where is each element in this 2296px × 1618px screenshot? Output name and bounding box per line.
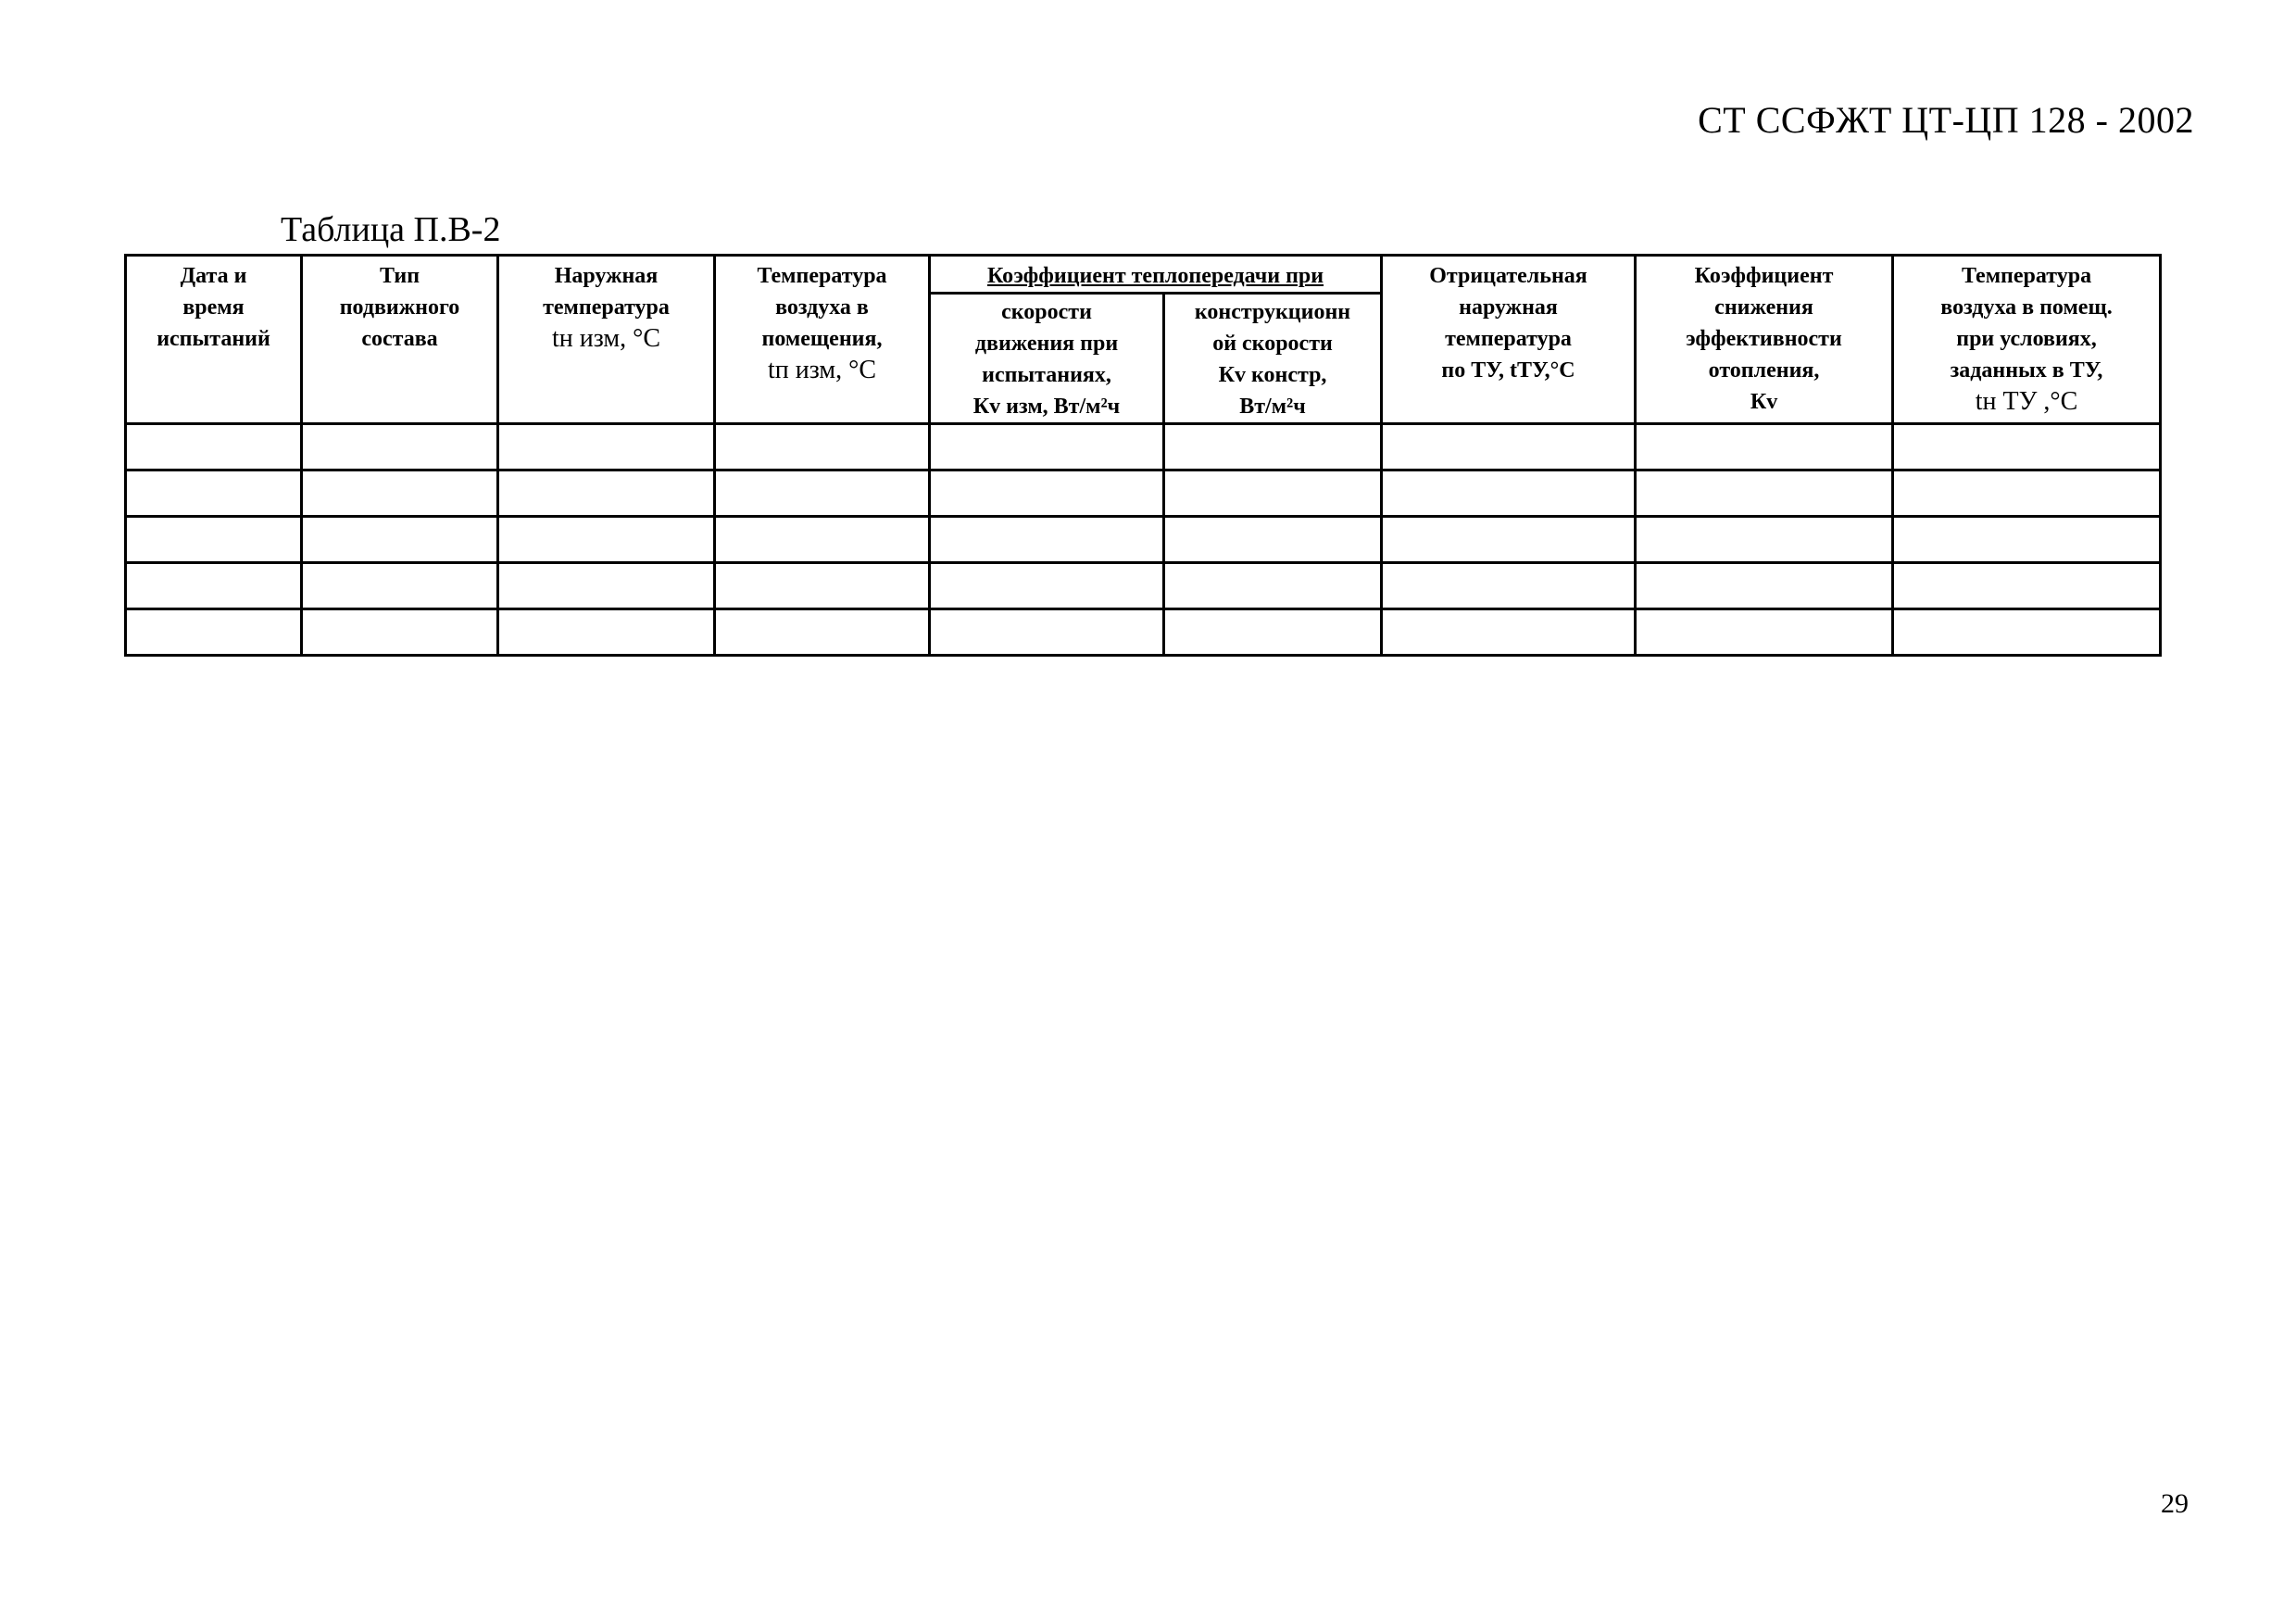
table-cell: [1382, 609, 1636, 656]
col-header-coef-design: конструкционн ой скорости Кv констр, Вт/м²ч: [1164, 294, 1382, 424]
table-row: [126, 517, 2161, 563]
table-cell: [302, 424, 498, 470]
table-cell: [715, 609, 930, 656]
table-cell: [1164, 517, 1382, 563]
table-cell: [498, 424, 715, 470]
table-cell: [126, 424, 302, 470]
table-cell: [1893, 563, 2161, 609]
table-cell: [715, 517, 930, 563]
header-row: [126, 256, 2161, 294]
table-cell: [1382, 470, 1636, 517]
col-header-room-temp-tu: Температура воздуха в помещ. при условиях, заданных в ТУ, tн ТУ ,°С: [1893, 256, 2161, 424]
col-header-efficiency: Коэффициент снижения эффективности отопления, Кv: [1636, 256, 1893, 424]
data-table: [124, 254, 2162, 657]
table-cell: [302, 470, 498, 517]
table-cell: [1164, 470, 1382, 517]
table-cell: [1164, 424, 1382, 470]
table-cell: [1636, 424, 1893, 470]
table-cell: [302, 517, 498, 563]
table-cell: [1636, 563, 1893, 609]
table-cell: [1636, 609, 1893, 656]
table-cell: [715, 563, 930, 609]
table-cell: [1893, 609, 2161, 656]
document-code: СТ ССФЖТ ЦТ-ЦП 128 - 2002: [1698, 99, 2194, 141]
table-cell: [1893, 470, 2161, 517]
table-row: [126, 470, 2161, 517]
table-cell: [498, 470, 715, 517]
table-cell: [302, 563, 498, 609]
table-cell: [1382, 517, 1636, 563]
table-cell: [1382, 424, 1636, 470]
table-cell: [1382, 563, 1636, 609]
table-cell: [930, 470, 1164, 517]
table-cell: [126, 470, 302, 517]
col-header-negative-temp: Отрицательная наружная температура по ТУ, tТУ,°С: [1382, 256, 1636, 424]
table-cell: [930, 609, 1164, 656]
table-row: [126, 609, 2161, 656]
table-cell: [930, 424, 1164, 470]
table-cell: [1636, 470, 1893, 517]
table-cell: [126, 609, 302, 656]
col-header-outdoor-temp: Наружная температура tн изм, °С: [498, 256, 715, 424]
col-header-coef-test: скорости движения при испытаниях, Кv изм, Вт/м²ч: [930, 294, 1164, 424]
table-cell: [126, 517, 302, 563]
table-cell: [930, 517, 1164, 563]
table-cell: [302, 609, 498, 656]
table-cell: [498, 563, 715, 609]
table-row: [126, 424, 2161, 470]
table-cell: [930, 563, 1164, 609]
table-cell: [498, 517, 715, 563]
table-cell: [126, 563, 302, 609]
table-cell: [1893, 517, 2161, 563]
table-cell: [1636, 517, 1893, 563]
table-caption: Таблица П.В-2: [281, 210, 501, 249]
col-header-stock-type: Тип подвижного состава: [302, 256, 498, 424]
table-cell: [715, 424, 930, 470]
table-row: [126, 563, 2161, 609]
page-number: 29: [2161, 1488, 2189, 1519]
table-cell: [715, 470, 930, 517]
table-cell: [1164, 563, 1382, 609]
table-cell: [498, 609, 715, 656]
col-header-coef-group: Коэффициент теплопередачи при: [930, 256, 1382, 294]
table-cell: [1164, 609, 1382, 656]
col-header-indoor-temp: Температура воздуха в помещения, tп изм, °С: [715, 256, 930, 424]
col-header-date: Дата и время испытаний: [126, 256, 302, 424]
table-cell: [1893, 424, 2161, 470]
